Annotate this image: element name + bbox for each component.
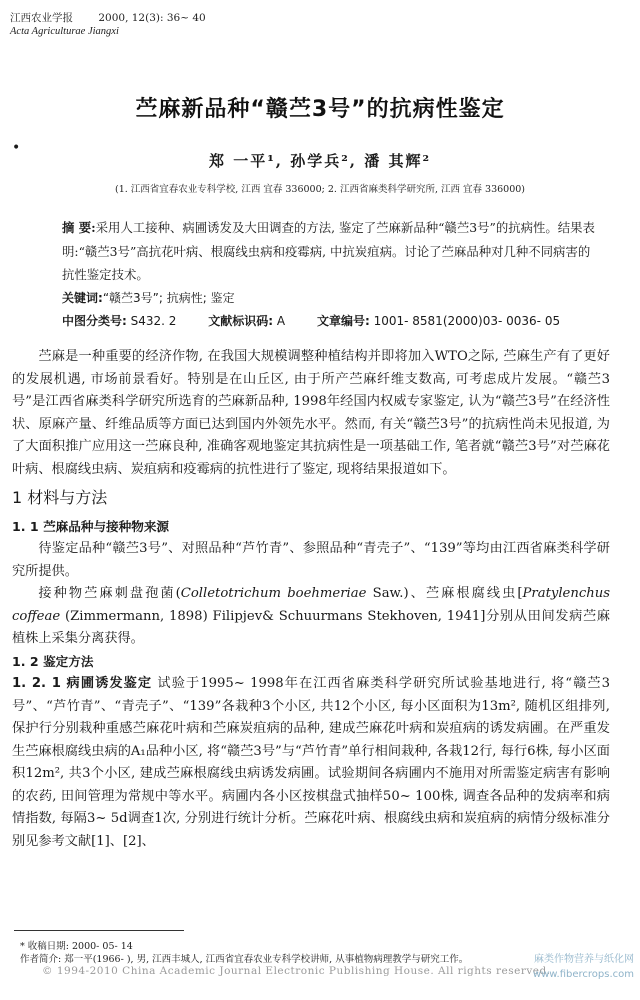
subsection-heading: 1. 1 苎麻品种与接种物来源: [12, 518, 170, 534]
paragraph: 1. 2. 1 病圃诱发鉴定 试验于1995~ 1998年在江西省麻类科学研究所试验基地进行, 将“赣苎3号”、“芦竹青”、“青壳子”、“139”各栽种3个小区, 共12个小区, 每小区面积为13m², 随机区组排列, 保护行分别栽种重感苎麻花叶病和苎麻炭疽病的品种, 建成苎麻花叶病和炭疽病的诱发病圃。在严重发生苎麻根腐线虫病的A₁品种小区, 将“赣苎3号”与“芦竹青”单行相间栽种, 各栽12行, 每行6株, 每小区面积12m², 共3个小区, 建成苎麻根腐线虫病诱发病圃。试验期间各病圃内不施用对所需鉴定病害有影响的农药, 田间管理为常规中等水平。病圃内各小区按棋盘式抽样50~ 100株, 调查各品种的发病率和病情指数, 每隔3~ 5d调查1次, 分别进行统计分析。苎麻花叶病、根腐线虫病和炭疽病的病情分级标准分别见参考文献[1]、[2]、: [12, 676, 610, 849]
watermark: [533, 952, 634, 982]
article-label: 文章编号:: [316, 314, 370, 328]
intro-paragraph: 苎麻是一种重要的经济作物, 在我国大规模调整种植结构并即将加入WTO之际, 苎麻生产有了更好的发展机遇, 市场前景看好。特别是在山丘区, 由于所产苎麻纤维支数高, 可考虑成片发展。“赣苎3号”是江西省麻类科学研究所选育的苎麻新品种, 1998年经国内权威专家鉴定, 认为“赣苎3号”在经济性状、原麻产量、纤维品质等方面已达到国内外领先水平。然而, 有关“赣苎3号”的抗病性尚未见报道, 为了大面积推广应用这一苎麻良种, 准确客观地鉴定其抗病性是一项基础工作, 笔者就“赣苎3号”对苎麻花叶病、根腐线虫病、炭疽病和疫霉病的抗性进行了鉴定, 现将结果报道如下。: [12, 349, 610, 477]
bullet-mark: •: [12, 140, 21, 156]
body-text: [12, 346, 610, 853]
copyright-notice: © 1994-2010 China Academic Journal Electronic Publishing House. All rights reserved.: [42, 965, 551, 977]
paragraph: 待鉴定品种“赣苎3号”、对照品种“芦竹青”、参照品种“青壳子”、“139”等均由江西省麻类科学研究所提供。: [12, 541, 610, 579]
footnote-author: 作者简介: 郑一平(1966- ), 男, 江西丰城人, 江西省宜春农业专科学校讲师, 从事植物病理教学与研究工作。: [20, 954, 469, 965]
subsubsection-heading: 1. 2. 1 病圃诱发鉴定: [12, 676, 153, 691]
paragraph: 接种物苎麻刺盘孢菌(Colletotrichum boehmeriae Saw.)、苎麻根腐线虫[Pratylenchus coffeae (Zimmermann, 1898) Filipjev& Schuurmans Stekhoven, 1941]分别从田间发病苎麻植株上采集分离获得。: [12, 586, 610, 646]
article-value: 1001- 8581(2000)03- 0036- 05: [373, 314, 561, 328]
journal-issue: 2000, 12(3): 36~ 40: [98, 12, 206, 24]
journal-header: [10, 12, 228, 38]
footnote-received: * 收稿日期: 2000- 05- 14: [20, 941, 133, 952]
species-name: Colletotrichum boehmeriae: [180, 586, 367, 601]
footnote: [20, 940, 468, 966]
watermark-line-1: 麻类作物营养与纸化网: [534, 954, 634, 965]
species-name: Pratylenchus coffeae: [12, 586, 610, 624]
journal-name-en: Acta Agriculturae Jiangxi: [10, 26, 119, 37]
footnote-rule: [14, 930, 184, 931]
subsection-heading: 1. 2 鉴定方法: [12, 653, 94, 669]
cls-value: S432. 2: [130, 314, 177, 328]
journal-name: 江西农业学报: [10, 12, 73, 24]
abstract-label: 摘 要:: [62, 220, 96, 235]
authors: 郑 一平¹, 孙学兵², 潘 其辉²: [208, 152, 432, 170]
doc-value: A: [276, 314, 286, 328]
paper-title: 苎麻新品种“赣苎3号”的抗病性鉴定: [135, 97, 505, 122]
keywords: “赣苎3号”; 抗病性; 鉴定: [102, 290, 235, 305]
watermark-line-2: www.fibercrops.com: [532, 969, 634, 980]
cls-label: 中图分类号:: [62, 314, 127, 328]
affiliations: (1. 江西省宜春农业专科学校, 江西 宜春 336000; 2. 江西省麻类科学研究所, 江西 宜春 336000): [115, 184, 525, 195]
doc-label: 文献标识码:: [208, 314, 274, 328]
abstract-block: [62, 216, 602, 334]
abstract-text: 采用人工接种、病圃诱发及大田调查的方法, 鉴定了苎麻新品种“赣苎3号”的抗病性。结果表明:“赣苎3号”高抗花叶病、根腐线虫病和疫霉病, 中抗炭疽病。讨论了苎麻品种对几种不同病害的抗性鉴定技术。: [62, 220, 595, 282]
keywords-label: 关键词:: [62, 290, 103, 305]
section-heading: 1 材料与方法: [12, 488, 108, 507]
